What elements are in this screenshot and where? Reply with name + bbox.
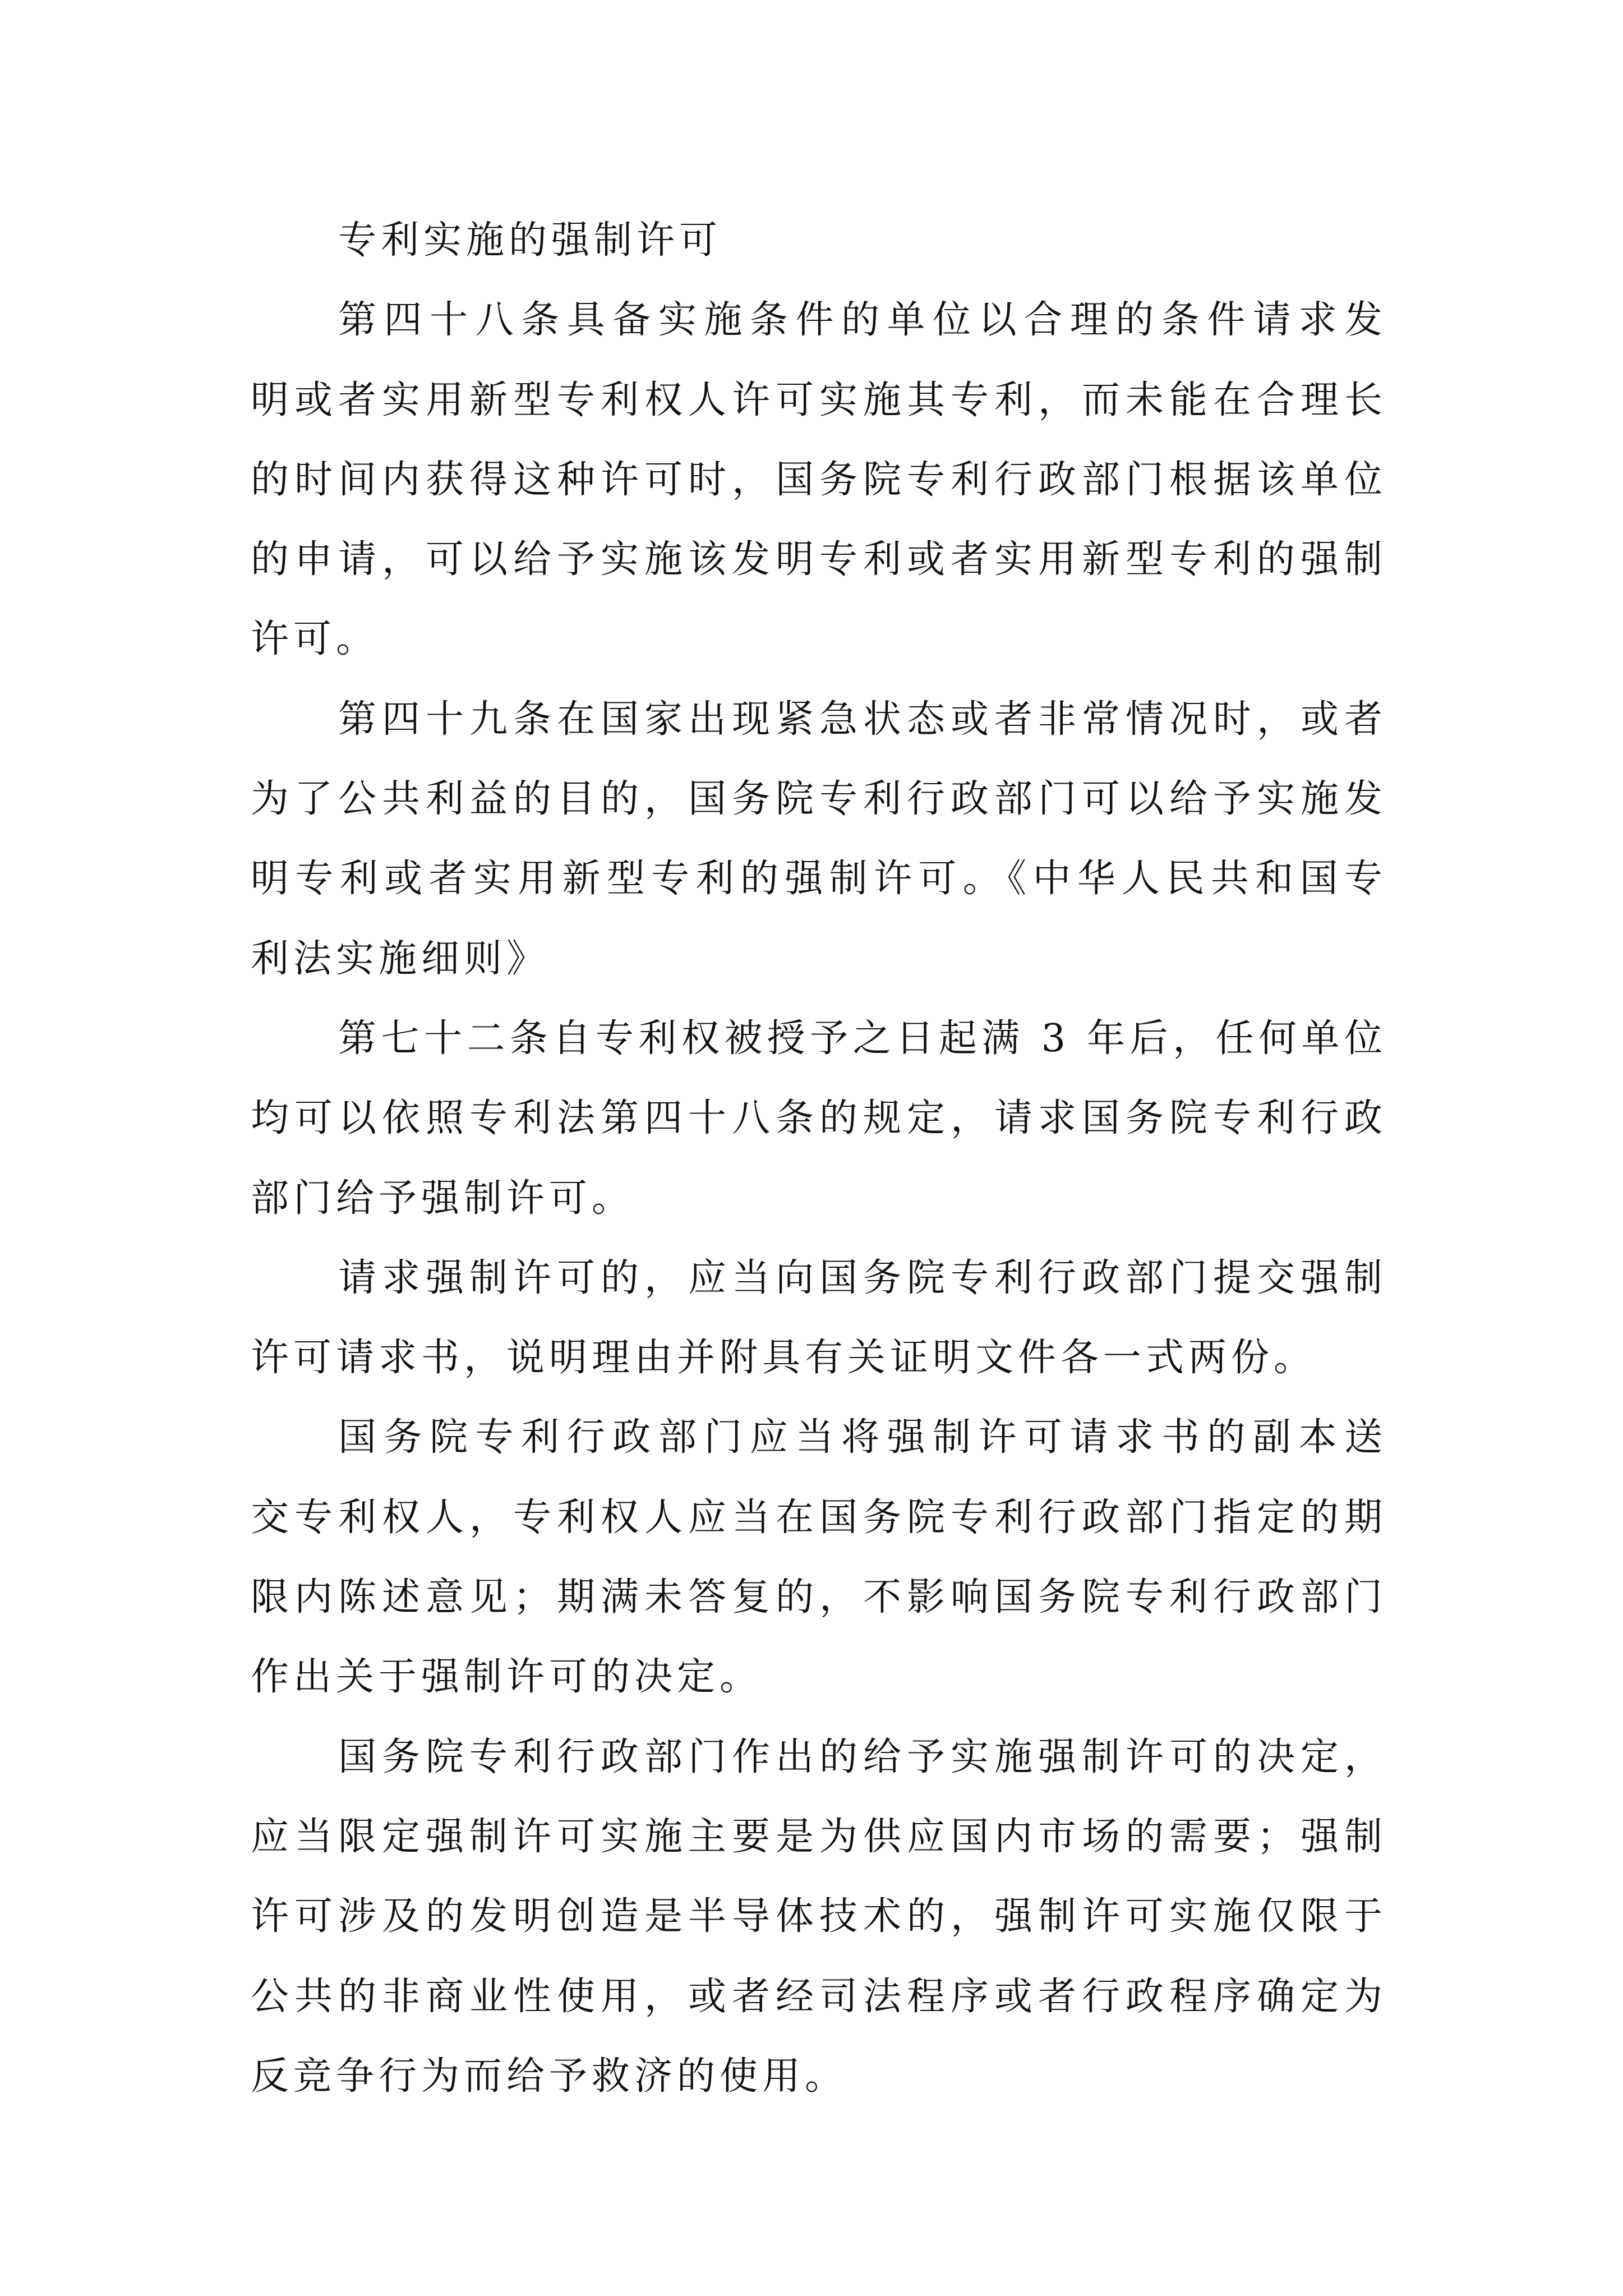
article-49-paragraph xyxy=(251,680,1387,999)
text-line: 限内陈述意见；期满未答复的，不影响国务院专利行政部门 xyxy=(251,1575,1387,1620)
text-line: 明或者实用新型专利权人许可实施其专利，而未能在合理长 xyxy=(251,378,1387,422)
section-title xyxy=(251,201,1387,280)
text-line: 第四十九条在国家出现紧急状态或者非常情况时，或者 xyxy=(338,697,1387,742)
text-line: 国务院专利行政部门作出的给予实施强制许可的决定， xyxy=(338,1734,1387,1779)
text-line: 的时间内获得这种许可时，国务院专利行政部门根据该单位 xyxy=(251,457,1387,502)
notification-paragraph xyxy=(251,1398,1387,1717)
text-line: 明专利或者实用新型专利的强制许可。《中华人民共和国专 xyxy=(251,857,1387,901)
text-line: 许可涉及的发明创造是半导体技术的，强制许可实施仅限于 xyxy=(251,1894,1387,1939)
text-line: 国务院专利行政部门应当将强制许可请求书的副本送 xyxy=(338,1415,1387,1460)
text-line: 部门给予强制许可。 xyxy=(251,1176,635,1221)
article-48-paragraph xyxy=(251,280,1387,679)
decision-paragraph xyxy=(251,1718,1387,2116)
text-line: 作出关于强制许可的决定。 xyxy=(251,1655,763,1700)
request-paragraph xyxy=(251,1239,1387,1398)
text-line: 均可以依照专利法第四十八条的规定，请求国务院专利行政 xyxy=(251,1096,1387,1141)
text-line: 第四十八条具备实施条件的单位以合理的条件请求发 xyxy=(338,298,1387,343)
text-line: 的申请，可以给予实施该发明专利或者实用新型专利的强制 xyxy=(251,537,1387,582)
document-page xyxy=(251,201,1387,2116)
text-line: 公共的非商业性使用，或者经司法程序或者行政程序确定为 xyxy=(251,1974,1387,2019)
text-line: 请求强制许可的，应当向国务院专利行政部门提交强制 xyxy=(338,1255,1387,1300)
text-line: 反竞争行为而给予救济的使用。 xyxy=(251,2054,848,2099)
article-72-paragraph xyxy=(251,999,1387,1239)
section-title-text: 专利实施的强制许可 xyxy=(338,218,722,263)
text-line: 利法实施细则》 xyxy=(251,936,550,981)
text-line: 许可请求书，说明理由并附具有关证明文件各一式两份。 xyxy=(251,1336,1317,1381)
text-line: 为了公共利益的目的，国务院专利行政部门可以给予实施发 xyxy=(251,777,1387,822)
text-line: 交专利权人，专利权人应当在国务院专利行政部门指定的期 xyxy=(251,1495,1387,1540)
text-line: 第七十二条自专利权被授予之日起满 3 年后，任何单位 xyxy=(338,1016,1387,1061)
text-line: 许可。 xyxy=(251,617,379,662)
text-line: 应当限定强制许可实施主要是为供应国内市场的需要；强制 xyxy=(251,1814,1387,1859)
